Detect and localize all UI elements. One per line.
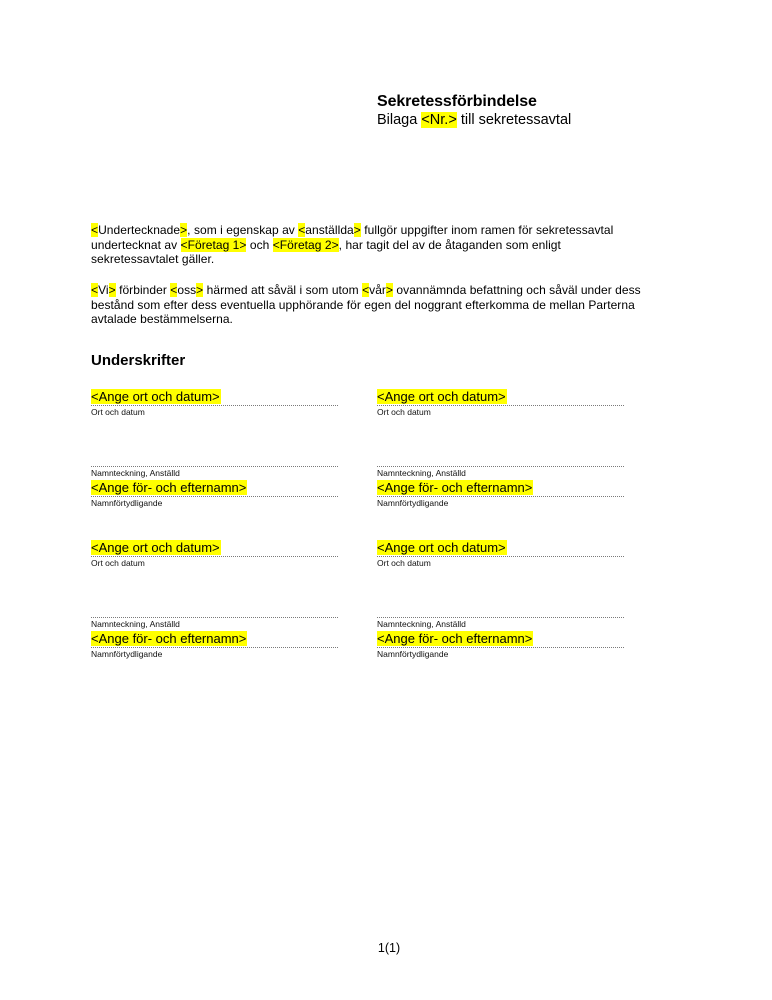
paragraph-text: fullgör uppgifter inom ramen för sekretessavtal undertecknat av	[91, 223, 614, 252]
subtitle-suffix: till sekretessavtal	[456, 112, 572, 128]
signature-name-field[interactable]	[377, 480, 624, 508]
dotted-line	[91, 617, 338, 618]
date-placeholder[interactable]: <Ange ort och datum>	[377, 389, 506, 404]
signature-name-field[interactable]	[91, 631, 338, 659]
title-block	[377, 92, 571, 129]
signature-name-field[interactable]	[91, 480, 338, 508]
date-placeholder[interactable]: <Ange ort och datum>	[377, 540, 506, 555]
placeholder-bracket[interactable]: >	[353, 223, 361, 237]
dotted-line	[377, 496, 624, 497]
name-placeholder[interactable]: <Ange för- och efternamn>	[91, 480, 247, 495]
signature-name-field[interactable]	[377, 631, 624, 659]
placeholder-bracket[interactable]: <	[91, 223, 99, 237]
placeholder-bracket[interactable]: >	[180, 223, 188, 237]
name-placeholder[interactable]: <Ange för- och efternamn>	[377, 480, 533, 495]
placeholder-bracket[interactable]: <	[362, 283, 370, 297]
signature-caption: Namnteckning, Anställd	[377, 468, 466, 478]
signature-date-field[interactable]	[377, 540, 624, 568]
subtitle-prefix: Bilaga	[377, 112, 422, 128]
dotted-line	[91, 496, 338, 497]
placeholder-number[interactable]: <Nr.>	[421, 112, 457, 128]
paragraph-text: förbinder	[115, 283, 171, 297]
signatures-heading: Underskrifter	[91, 352, 186, 369]
placeholder-vi[interactable]: Vi	[98, 283, 109, 297]
date-caption: Ort och datum	[377, 558, 431, 568]
placeholder-var[interactable]: vår	[369, 283, 386, 297]
date-placeholder[interactable]: <Ange ort och datum>	[91, 540, 220, 555]
paragraph-commitment-terms	[91, 283, 651, 327]
placeholder-anstallda[interactable]: anställda	[305, 223, 354, 237]
placeholder-oss[interactable]: oss	[177, 283, 197, 297]
dotted-line	[377, 466, 624, 467]
signature-date-field[interactable]	[91, 540, 338, 568]
dotted-line	[377, 617, 624, 618]
signature-date-field[interactable]	[91, 389, 338, 417]
paragraph-text: ovannämnda befattning och såväl under dess bestånd som efter dess eventuella upphörande för egen del noggrant efterkomma de mellan Parterna avtalade bestämmelserna.	[91, 283, 641, 327]
placeholder-bracket[interactable]: <	[170, 283, 178, 297]
name-placeholder[interactable]: <Ange för- och efternamn>	[377, 631, 533, 646]
date-caption: Ort och datum	[91, 407, 145, 417]
dotted-line	[91, 556, 338, 557]
dotted-line	[377, 647, 624, 648]
signature-caption: Namnteckning, Anställd	[91, 468, 180, 478]
placeholder-undertecknade[interactable]: Undertecknade	[98, 223, 181, 237]
document-title: Sekretessförbindelse	[377, 93, 537, 110]
name-caption: Namnförtydligande	[91, 498, 163, 508]
paragraph-text: , som i egenskap av	[187, 223, 299, 237]
signature-caption: Namnteckning, Anställd	[91, 619, 180, 629]
signature-caption: Namnteckning, Anställd	[377, 619, 466, 629]
placeholder-bracket[interactable]: <	[298, 223, 306, 237]
dotted-line	[91, 466, 338, 467]
name-caption: Namnförtydligande	[377, 498, 449, 508]
paragraph-commitment-intro	[91, 223, 651, 267]
page-number: 1(1)	[377, 941, 401, 955]
placeholder-company-2[interactable]: <Företag 2>	[272, 237, 339, 252]
dotted-line	[91, 405, 338, 406]
signature-line-field[interactable]	[377, 450, 624, 478]
dotted-line	[91, 647, 338, 648]
signature-line-field[interactable]	[91, 601, 338, 629]
dotted-line	[377, 556, 624, 557]
placeholder-bracket[interactable]: >	[385, 283, 394, 297]
paragraph-text: , har tagit del av de åtaganden som enligt sekretessavtalet gäller.	[91, 237, 561, 267]
name-caption: Namnförtydligande	[91, 649, 163, 659]
document-subtitle	[377, 111, 571, 129]
name-placeholder[interactable]: <Ange för- och efternamn>	[91, 631, 247, 646]
paragraph-text: härmed att såväl i som utom	[203, 283, 363, 297]
name-caption: Namnförtydligande	[377, 649, 449, 659]
signature-line-field[interactable]	[91, 450, 338, 478]
placeholder-company-1[interactable]: <Företag 1>	[180, 237, 247, 252]
placeholder-bracket[interactable]: <	[91, 283, 99, 297]
date-caption: Ort och datum	[377, 407, 431, 417]
placeholder-bracket[interactable]: >	[196, 283, 204, 297]
signature-date-field[interactable]	[377, 389, 624, 417]
dotted-line	[377, 405, 624, 406]
date-placeholder[interactable]: <Ange ort och datum>	[91, 389, 220, 404]
date-caption: Ort och datum	[91, 558, 145, 568]
placeholder-bracket[interactable]: >	[108, 283, 116, 297]
paragraph-text: och	[246, 237, 273, 252]
signature-line-field[interactable]	[377, 601, 624, 629]
